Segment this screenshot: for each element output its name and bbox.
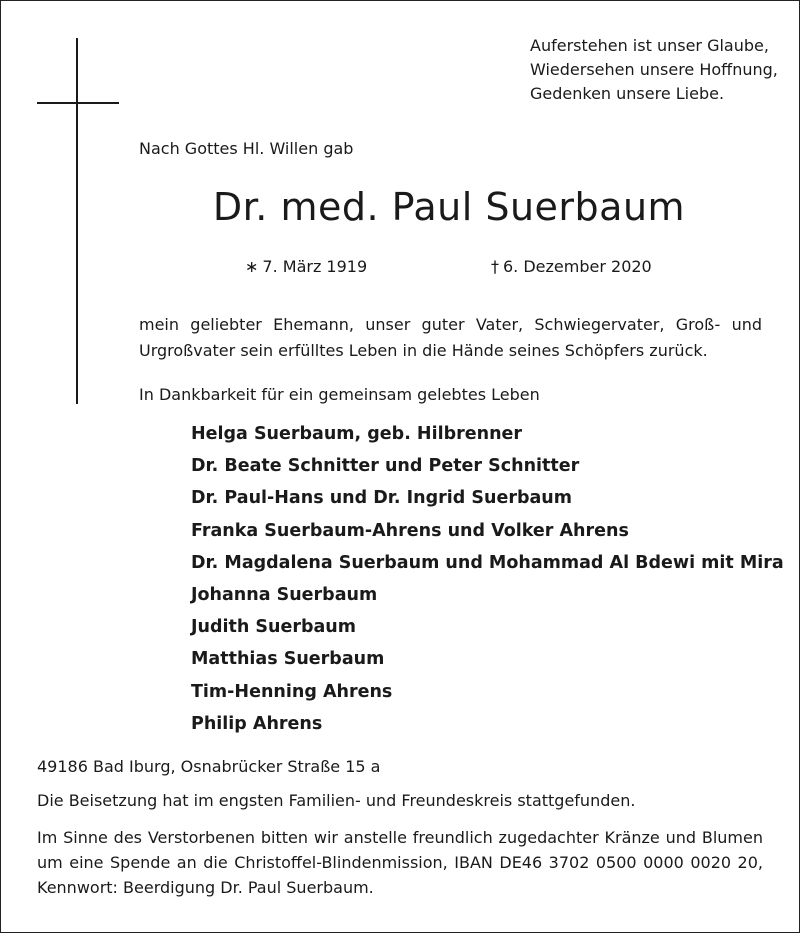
intro-text: Nach Gottes Hl. Willen gab [139, 139, 354, 158]
death-date-text: 6. Dezember 2020 [503, 257, 652, 276]
cross-vertical-bar [76, 38, 78, 404]
mourner-name: Johanna Suerbaum [191, 585, 378, 606]
death-date [491, 257, 652, 276]
funeral-note: Die Beisetzung hat im engsten Familien- und Freundeskreis stattgefunden. [37, 791, 636, 810]
mourner-name: Philip Ahrens [191, 713, 323, 734]
mourner-name: Judith Suerbaum [191, 617, 357, 638]
death-cross-icon: † [491, 257, 499, 276]
motto-line: Wiedersehen unsere Hoffnung, [530, 60, 778, 79]
mourner-name: Dr. Paul-Hans und Dr. Ingrid Suerbaum [191, 488, 572, 509]
donation-note: Im Sinne des Verstorbenen bitten wir anstelle freundlich zugedachter Kränze und Blumen um eine Spende an die Christoffel-Blindenmission, IBAN DE46 3702 0500 0000 0020 20, Kennwort: Beerdigung Dr. Paul Suerbaum. [37, 828, 763, 897]
mourner-name: Tim-Henning Ahrens [191, 681, 393, 702]
mourner-name: Helga Suerbaum, geb. Hilbrenner [191, 424, 523, 444]
birth-date-text: 7. März 1919 [262, 257, 368, 276]
mourner-name: Franka Suerbaum-Ahrens und Volker Ahrens [191, 520, 629, 541]
birth-date [245, 257, 367, 276]
motto-verse [530, 34, 790, 106]
motto-line: Auferstehen ist unser Glaube, [530, 36, 769, 55]
cross-horizontal-bar [37, 102, 119, 104]
motto-line: Gedenken unsere Liebe. [530, 84, 725, 103]
deceased-name: Dr. med. Paul Suerbaum [212, 185, 686, 229]
birth-star-icon: ∗ [245, 257, 259, 276]
mourner-name: Dr. Beate Schnitter und Peter Schnitter [191, 456, 580, 477]
mourner-name: Dr. Magdalena Suerbaum und Mohammad Al Bdewi mit Mira [191, 552, 784, 573]
address-line: 49186 Bad Iburg, Osnabrücker Straße 15 a [37, 757, 381, 776]
mourner-name: Matthias Suerbaum [191, 649, 385, 670]
thanks-line: In Dankbarkeit für ein gemeinsam gelebtes Leben [139, 385, 540, 404]
mourners-list [191, 418, 784, 740]
main-paragraph: mein geliebter Ehemann, unser guter Vater, Schwiegervater, Groß- und Urgroßvater sein erfülltes Leben in die Hände seines Schöpfers zurück. [139, 315, 762, 360]
